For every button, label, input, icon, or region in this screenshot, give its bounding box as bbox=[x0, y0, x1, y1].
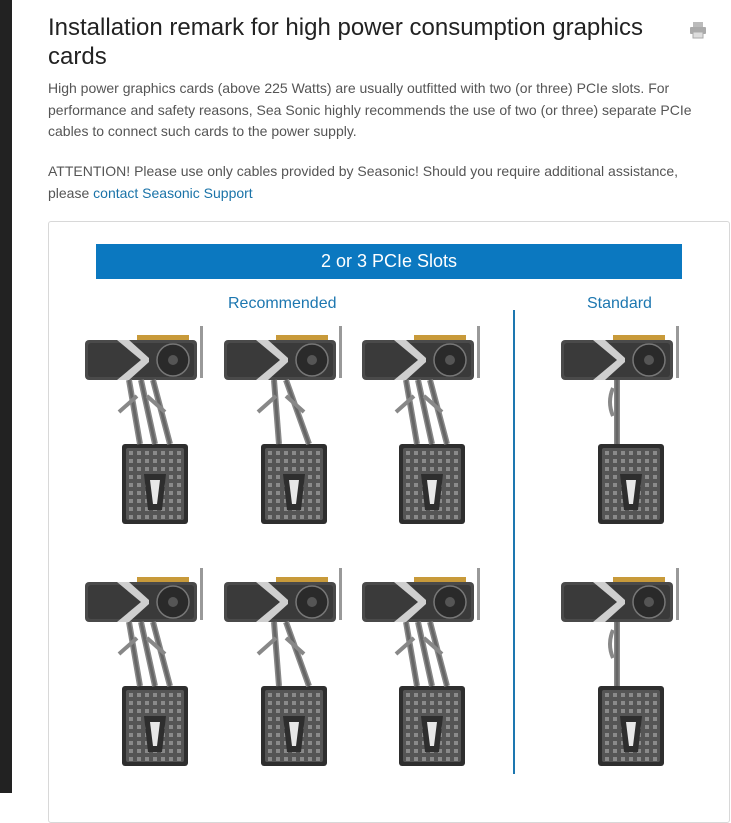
attention-paragraph bbox=[48, 161, 698, 204]
gpu-psu-illustration-8 bbox=[561, 568, 679, 766]
contact-support-link[interactable]: contact Seasonic Support bbox=[93, 184, 253, 201]
gpu-psu-illustration-7 bbox=[362, 568, 480, 766]
gpu-psu-illustration-5 bbox=[85, 568, 203, 766]
gpu-psu-illustration-4 bbox=[561, 326, 679, 524]
print-icon[interactable] bbox=[688, 20, 708, 40]
gpu-psu-illustration-1 bbox=[85, 326, 203, 524]
left-sidebar-edge bbox=[0, 0, 12, 793]
intro-paragraph: High power graphics cards (above 225 Watts) are usually outfitted with two (or three) PCIe slots. For performance and safety reasons, Sea Sonic highly recommends the use of two (or three) separate PCIe cables to connect such cards to the power supply. bbox=[48, 80, 692, 139]
standard-label: Standard bbox=[587, 295, 652, 312]
gpu-psu-illustration-2 bbox=[224, 326, 342, 524]
gpu-psu-illustration-6 bbox=[224, 568, 342, 766]
recommended-label: Recommended bbox=[228, 295, 337, 312]
page-title: Installation remark for high power consumption graphics cards bbox=[48, 14, 643, 70]
figure-panel bbox=[48, 221, 730, 823]
attention-text: ATTENTION! Please use only cables provided by Seasonic! Should you require additional assistance, please bbox=[48, 163, 679, 201]
wiring-diagram bbox=[49, 222, 729, 794]
slots-banner: 2 or 3 PCIe Slots bbox=[96, 244, 682, 279]
gpu-psu-illustration-3 bbox=[362, 326, 480, 524]
